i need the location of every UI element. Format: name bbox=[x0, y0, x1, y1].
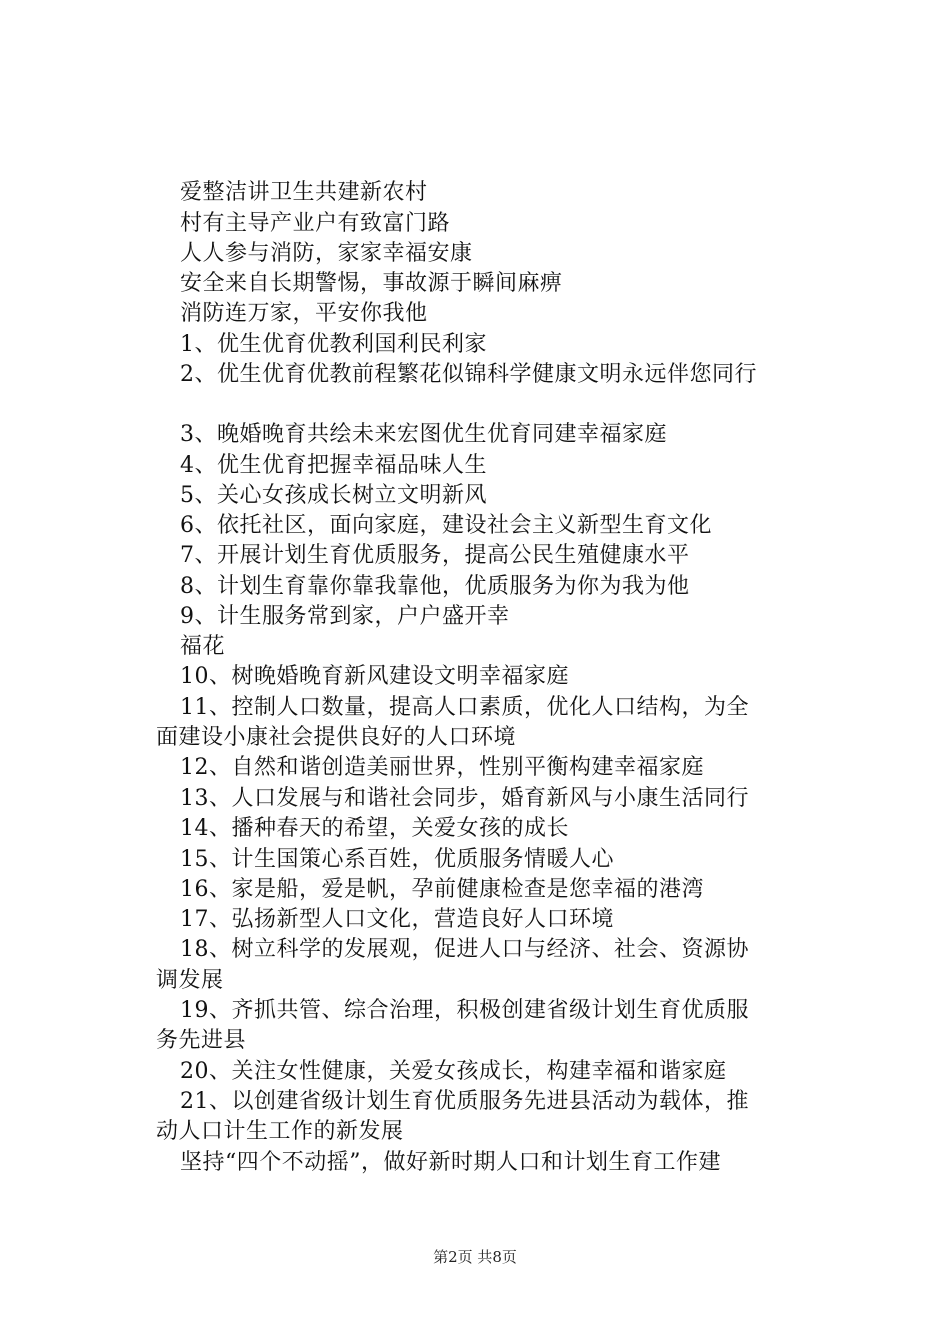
text-line: 4、优生优育把握幸福品味人生 bbox=[180, 453, 487, 478]
text-line: 务先进县 bbox=[156, 1028, 247, 1053]
text-line: 消防连万家，平安你我他 bbox=[180, 301, 428, 326]
text-line: 19、齐抓共管、综合治理，积极创建省级计划生育优质服 bbox=[180, 998, 749, 1023]
text-line: 16、家是船，爱是帆，孕前健康检查是您幸福的港湾 bbox=[180, 877, 704, 902]
text-line: 9、计生服务常到家，户户盛开幸 bbox=[180, 604, 510, 629]
text-line: 8、计划生育靠你靠我靠他，优质服务为你为我为他 bbox=[180, 574, 690, 599]
text-line: 3、晚婚晚育共绘未来宏图优生优育同建幸福家庭 bbox=[180, 422, 667, 447]
text-line: 5、关心女孩成长树立文明新风 bbox=[180, 483, 487, 508]
text-line: 7、开展计划生育优质服务，提高公民生殖健康水平 bbox=[180, 543, 690, 568]
text-line: 13、人口发展与和谐社会同步，婚育新风与小康生活同行 bbox=[180, 786, 749, 811]
text-line: 动人口计生工作的新发展 bbox=[156, 1119, 404, 1144]
text-line: 坚持“四个不动摇”，做好新时期人口和计划生育工作建 bbox=[180, 1150, 721, 1175]
text-line: 21、以创建省级计划生育优质服务先进县活动为载体，推 bbox=[180, 1089, 749, 1114]
text-line: 村有主导产业户有致富门路 bbox=[180, 211, 451, 236]
text-line: 安全来自长期警惕，事故源于瞬间麻痹 bbox=[180, 271, 563, 296]
text-line: 20、关注女性健康，关爱女孩成长，构建幸福和谐家庭 bbox=[180, 1059, 727, 1084]
text-line: 人人参与消防，家家幸福安康 bbox=[180, 241, 473, 266]
text-line: 11、控制人口数量，提高人口素质，优化人口结构，为全 bbox=[180, 695, 749, 720]
text-line: 调发展 bbox=[156, 968, 224, 993]
text-line: 面建设小康社会提供良好的人口环境 bbox=[156, 725, 517, 750]
text-line: 2、优生优育优教前程繁花似锦科学健康文明永远伴您同行 bbox=[180, 362, 757, 387]
text-line: 爱整洁讲卫生共建新农村 bbox=[180, 180, 428, 205]
text-line: 18、树立科学的发展观，促进人口与经济、社会、资源协 bbox=[180, 937, 749, 962]
text-line: 1、优生优育优教利国利民利家 bbox=[180, 332, 487, 357]
text-line: 福花 bbox=[180, 634, 226, 659]
text-line: 15、计生国策心系百姓，优质服务情暖人心 bbox=[180, 847, 614, 872]
text-line: 12、自然和谐创造美丽世界，性别平衡构建幸福家庭 bbox=[180, 755, 704, 780]
text-line: 6、依托社区，面向家庭，建设社会主义新型生育文化 bbox=[180, 513, 712, 538]
text-line: 14、播种春天的希望，关爱女孩的成长 bbox=[180, 816, 569, 841]
text-line: 17、弘扬新型人口文化，营造良好人口环境 bbox=[180, 907, 614, 932]
page-number-footer: 第2页 共8页 bbox=[433, 1248, 517, 1266]
text-line: 10、树晚婚晚育新风建设文明幸福家庭 bbox=[180, 664, 569, 689]
